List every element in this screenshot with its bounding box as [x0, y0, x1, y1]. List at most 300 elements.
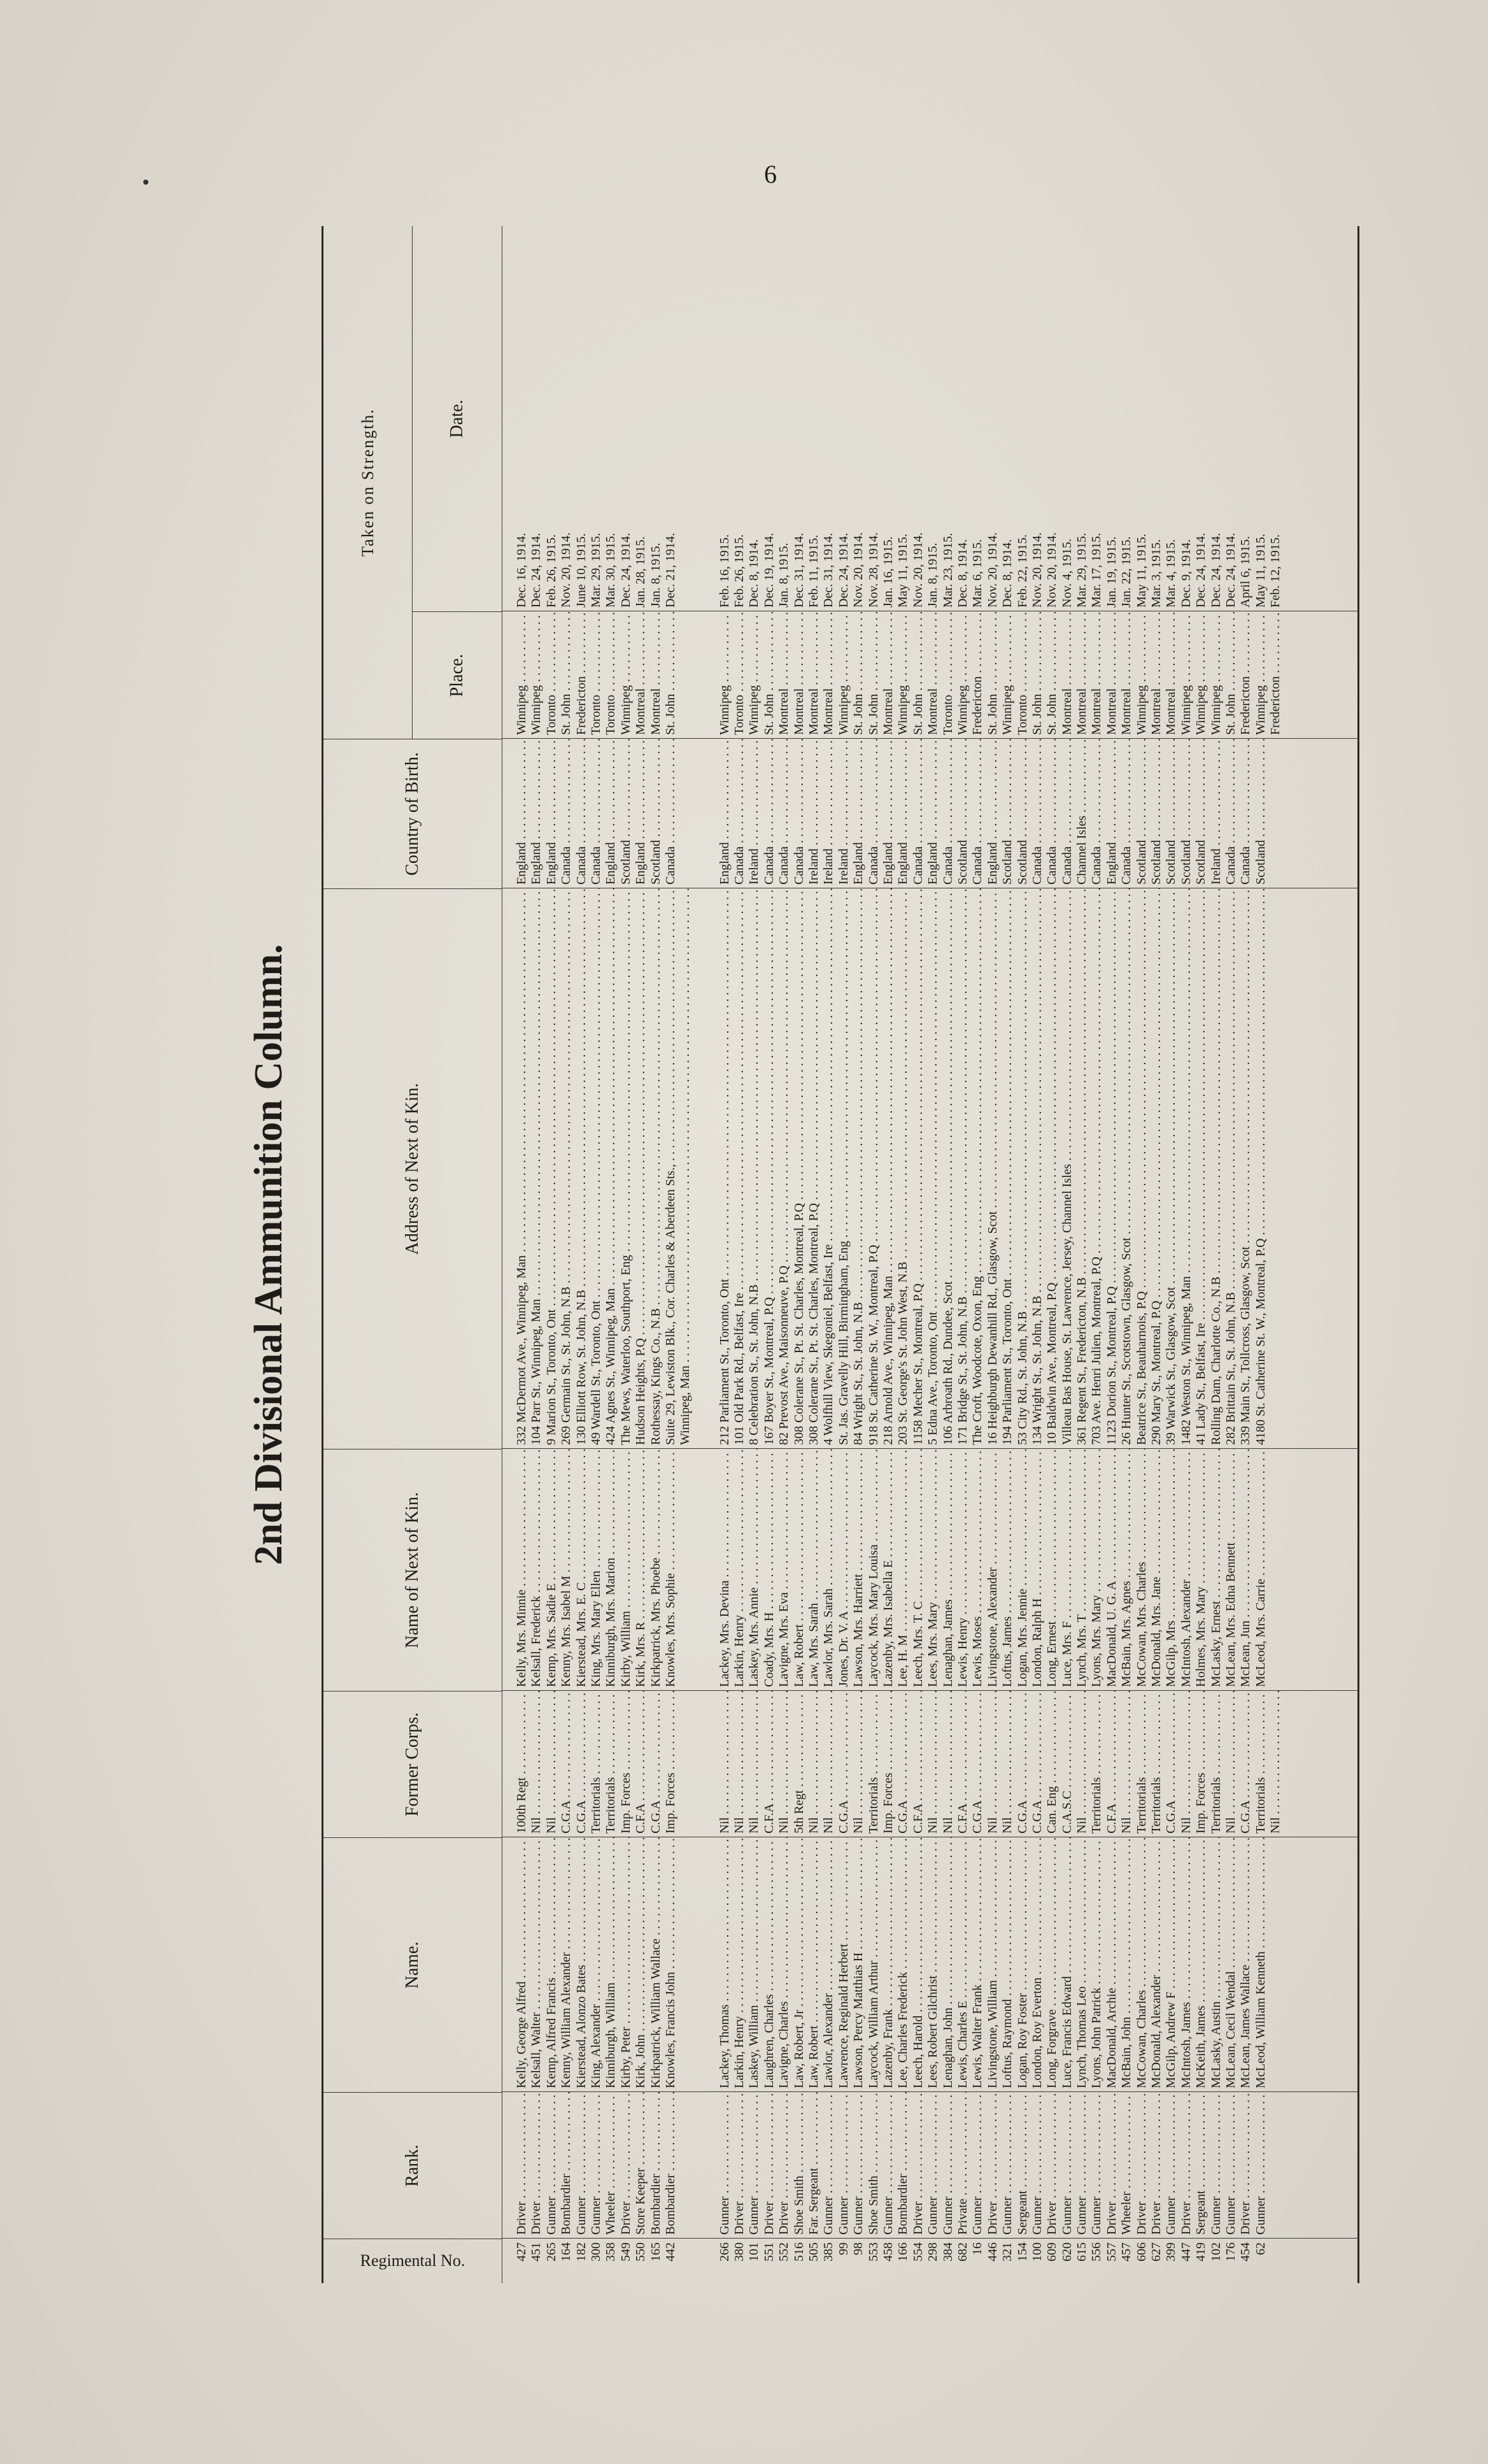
cell-rank: Driver . . . — [1149, 2092, 1164, 2239]
cell-address: Rothessay, Kings Co., N.B . . . — [649, 888, 663, 1449]
cell-no: 399 — [1164, 2242, 1179, 2261]
table-row — [896, 226, 911, 2283]
cell-rank: Gunner . . . — [718, 2092, 732, 2239]
cell-place: Winnipeg . . . — [1135, 611, 1149, 739]
cell-country: England . . . — [634, 739, 648, 888]
header-rank: Rank. — [323, 2092, 502, 2239]
cell-rank: Driver . . . — [529, 2092, 544, 2239]
table-row — [574, 226, 589, 2283]
cell-date: Nov. 20, 1914. — [559, 532, 574, 608]
cell-name: Lavigne, Charles . . . — [777, 1837, 791, 2092]
cell-name: MacDonald, Archie . . . — [1105, 1837, 1119, 2092]
cell-address: 4 Wolfhill View, Skegoniel, Belfast, Ire . . . — [821, 888, 836, 1449]
cell-country: Scotland . . . — [1135, 739, 1149, 888]
table-row — [1119, 226, 1134, 2283]
cell-name: McBain, John . . . — [1119, 1837, 1134, 2092]
cell-kin: McGilp, Mrs . . . — [1164, 1449, 1179, 1691]
cell-no: 552 — [777, 2242, 791, 2261]
cell-rank: Store Keeper . . . — [634, 2092, 648, 2239]
cell-kin: Kenny, Mrs. Isabel M . . . — [559, 1449, 574, 1691]
table-row — [1089, 226, 1104, 2283]
cell-date: Dec. 24, 1914. — [618, 532, 633, 608]
cell-place: Winnipeg . . . — [529, 611, 544, 739]
cell-place: Toronto . . . — [1016, 611, 1030, 739]
table-row — [867, 226, 881, 2283]
table-row — [663, 226, 678, 2283]
table-row — [1268, 226, 1283, 2283]
cell-address: 1482 Weston St., Winnipeg, Man . . . — [1179, 888, 1194, 1449]
cell-place: Fredericton . . . — [1238, 611, 1253, 739]
cell-rank: Gunner . . . — [1209, 2092, 1224, 2239]
cell-country: England . . . — [1105, 739, 1119, 888]
table-row — [604, 226, 618, 2283]
cell-place: Montreal . . . — [1060, 611, 1075, 739]
cell-place: Fredericton . . . — [970, 611, 985, 739]
cell-rank: Gunner . . . — [1164, 2092, 1179, 2239]
cell-date: Mar. 17, 1915. — [1089, 532, 1104, 608]
cell-country: Canada . . . — [1089, 739, 1104, 888]
cell-no: 556 — [1089, 2242, 1104, 2261]
cell-corps: Territorials . . . — [1209, 1691, 1224, 1837]
cell-no: 551 — [762, 2242, 776, 2261]
cell-date: Mar. 3, 1915. — [1149, 539, 1164, 608]
cell-kin: Jones, Dr. V. A . . . — [837, 1449, 851, 1691]
cell-country: Scotland . . . — [1254, 739, 1268, 888]
cell-address: 39 Warwick St., Glasgow, Scot . . . — [1164, 888, 1179, 1449]
cell-name: Lynch, Thomas Leo . . . — [1075, 1837, 1089, 2092]
table-row — [986, 226, 1000, 2283]
cell-place: Fredericton . . . — [574, 611, 589, 739]
page-number: 6 — [764, 160, 777, 189]
cell-name: Lazenby, Frank . . . — [881, 1837, 896, 2092]
table-row — [732, 226, 747, 2283]
cell-no — [678, 2239, 693, 2283]
cell-name: Leech, Harold . . . — [911, 1837, 926, 2092]
cell-place: Montreal . . . — [1164, 611, 1179, 739]
cell-kin: Kelsall, Frederick . . . — [529, 1449, 544, 1691]
cell-rank: Shoe Smith . . . — [867, 2092, 881, 2239]
table-row — [792, 226, 807, 2283]
cell-date: Jan. 8, 1915. — [926, 543, 940, 608]
cell-name: Lenaghan, John . . . — [941, 1837, 956, 2092]
cell-country: Canada . . . — [589, 739, 604, 888]
cell-name: London, Roy Everton . . . — [1030, 1837, 1045, 2092]
cell-country: Scotland . . . — [1000, 739, 1015, 888]
cell-date: Jan. 19, 1915. — [1104, 536, 1119, 608]
cell-country: Canada . . . — [1030, 739, 1045, 888]
cell-kin: Livingstone, Alexander . . . — [986, 1449, 1000, 1691]
cell-kin: Kirk, Mrs. R . . . — [634, 1449, 648, 1691]
cell-no: 451 — [529, 2242, 544, 2261]
cell-date: Dec. 24, 1914. — [1208, 532, 1223, 608]
cell-no: 98 — [851, 2242, 866, 2255]
table-row — [1194, 226, 1208, 2283]
header-regimental-no: Regimental No. — [323, 2239, 502, 2283]
table-row — [514, 226, 529, 2283]
cell-rank: Bombardier . . . — [663, 2092, 678, 2239]
cell-name: Lawrence, Reginald Herbert . . . — [837, 1837, 851, 2092]
table-row — [718, 226, 732, 2283]
cell-kin: Lawson, Mrs. Harriett . . . — [851, 1449, 866, 1691]
cell-no: 298 — [926, 2242, 940, 2261]
cell-date: Feb. 26, 1915. — [732, 534, 747, 608]
table-row — [619, 226, 634, 2283]
cell-name: Law, Robert . . . — [807, 1837, 821, 2092]
cell-place: Winnipeg . . . — [896, 611, 911, 739]
cell-country: Scotland . . . — [1194, 739, 1208, 888]
cell-corps: Nil . . . — [807, 1691, 821, 1837]
cell-address: Villeau Bas House, St. Lawrence, Jersey, Channel Isles . . . — [1060, 888, 1075, 1449]
cell-corps: Territorials . . . — [604, 1691, 618, 1837]
cell-no: 516 — [791, 2242, 806, 2261]
cell-rank: Gunner . . . — [589, 2092, 604, 2239]
table-row — [589, 226, 604, 2283]
cell-rank: Gunner . . . — [1000, 2092, 1015, 2239]
cell-name: Kelsall, Walter . . . — [529, 1837, 544, 2092]
cell-no: 300 — [588, 2242, 603, 2261]
cell-place: St. John . . . — [851, 611, 866, 739]
cell-rank: Private . . . — [956, 2092, 970, 2239]
cell-name: Logan, Roy Foster . . . — [1016, 1837, 1030, 2092]
cell-no: 554 — [911, 2242, 925, 2261]
cell-no: 550 — [634, 2242, 648, 2261]
cell-name: Lyons, John Patrick . . . — [1089, 1837, 1104, 2092]
cell-date: Mar. 6, 1915. — [970, 539, 985, 608]
cell-country: Ireland . . . — [807, 739, 821, 888]
cell-corps: C.F.A . . . — [634, 1691, 648, 1837]
cell-name: Laskey, William . . . — [747, 1837, 762, 2092]
cell-place: St. John . . . — [986, 611, 1000, 739]
cell-name: McLean, James Wallace . . . — [1238, 1837, 1253, 2092]
cell-country: England . . . — [881, 739, 896, 888]
cell-country: Canada . . . — [777, 739, 791, 888]
cell-place: Winnipeg . . . — [514, 611, 529, 739]
cell-no: 553 — [866, 2242, 881, 2261]
cell-place: Toronto . . . — [604, 611, 618, 739]
cell-address: 212 Parliament St., Toronto, Ont . . . — [718, 888, 732, 1449]
cell-date: Nov. 20, 1914. — [911, 532, 925, 608]
cell-date: Jan. 8, 1915. — [648, 543, 663, 608]
header-name: Name. — [323, 1837, 502, 2092]
table-row — [762, 226, 777, 2283]
cell-date: Dec. 24, 1914. — [836, 532, 851, 608]
cell-address: Rolling Dam, Charlotte Co., N.B . . . — [1209, 888, 1224, 1449]
cell-name: Kirkpatrick, William Wallace . . . — [649, 1837, 663, 2092]
cell-no: 176 — [1223, 2242, 1238, 2261]
cell-rank — [678, 2092, 693, 2239]
cell-corps: Territorials . . . — [867, 1691, 881, 1837]
cell-name: Lawson, Percy Matthias H . . . — [851, 1837, 866, 2092]
table-row — [1149, 226, 1164, 2283]
cell-corps: Nil . . . — [529, 1691, 544, 1837]
cell-address: 8 Celebration St., St. John, N.B . . . — [747, 888, 762, 1449]
table-row — [1135, 226, 1149, 2283]
cell-kin: Laycock, Mrs. Mary Louisa . . . — [867, 1449, 881, 1691]
cell-no: 100 — [1030, 2242, 1044, 2261]
cell-place: Montreal . . . — [821, 611, 836, 739]
cell-kin: McBain, Mrs. Agnes . . . — [1119, 1449, 1134, 1691]
cell-rank: Driver . . . — [762, 2092, 777, 2239]
cell-date: Dec. 8, 1914. — [747, 539, 762, 608]
cell-no: 99 — [836, 2242, 851, 2255]
cell-place: Winnipeg . . . — [1179, 611, 1194, 739]
table-row — [747, 226, 762, 2283]
cell-corps: Nil . . . — [718, 1691, 732, 1837]
cell-country: England . . . — [604, 739, 618, 888]
table-row — [634, 226, 648, 2283]
cell-no: 609 — [1045, 2242, 1059, 2261]
cell-no: 102 — [1208, 2242, 1223, 2261]
cell-name: Long, Forgrave . . . — [1045, 1837, 1059, 2092]
cell-corps: Nil . . . — [1119, 1691, 1134, 1837]
cell-country: Scotland . . . — [619, 739, 634, 888]
cell-no: 384 — [940, 2242, 955, 2261]
cell-country: Canada . . . — [574, 739, 589, 888]
cell-rank: Driver . . . — [1105, 2092, 1119, 2239]
cell-address: 49 Wardell St., Toronto, Ont . . . — [589, 888, 604, 1449]
cell-country: Channel Isles . . . — [1075, 739, 1089, 888]
table-row — [1238, 226, 1253, 2283]
cell-corps: C.G.A . . . — [1016, 1691, 1030, 1837]
cell-no: 427 — [514, 2242, 528, 2261]
cell-address: 5 Edna Ave., Toronto, Ont . . . — [926, 888, 940, 1449]
table-row — [1075, 226, 1089, 2283]
cell-date: Mar. 30, 1915. — [604, 532, 618, 608]
ink-dot — [143, 180, 148, 185]
cell-country: England . . . — [896, 739, 911, 888]
cell-address: The Mews, Waterloo, Southport, Eng . . . — [619, 888, 634, 1449]
cell-kin: Lewis, Moses . . . — [970, 1449, 985, 1691]
cell-place: St. John . . . — [911, 611, 926, 739]
cell-date: Jan. 28, 1915. — [634, 536, 648, 608]
cell-place: Winnipeg . . . — [1209, 611, 1224, 739]
cell-kin: McLean, Mrs. Edna Bennett . . . — [1224, 1449, 1238, 1691]
cell-name — [678, 1837, 693, 2092]
cell-no: 101 — [747, 2242, 762, 2261]
table-row — [807, 226, 821, 2283]
cell-rank: Driver . . . — [1179, 2092, 1194, 2239]
cell-no: 166 — [896, 2242, 911, 2261]
cell-name: Lackey, Thomas . . . — [718, 1837, 732, 2092]
cell-kin: Lawlor, Mrs. Sarah . . . — [821, 1449, 836, 1691]
cell-country: Canada . . . — [911, 739, 926, 888]
cell-address: 101 Old Park Rd., Belfast, Ire . . . — [732, 888, 747, 1449]
cell-address: 339 Main St., Tollcross, Glasgow, Scot . . . — [1238, 888, 1253, 1449]
cell-kin: Lenaghan, James . . . — [941, 1449, 956, 1691]
cell-kin: Lewis, Henry . . . — [956, 1449, 970, 1691]
cell-country: England . . . — [544, 739, 559, 888]
cell-name: Loftus, Raymond . . . — [1000, 1837, 1015, 2092]
cell-no: 606 — [1134, 2242, 1149, 2261]
cell-place: Montreal . . . — [1149, 611, 1164, 739]
cell-address: Hudson Heights, P.Q . . . — [634, 888, 648, 1449]
header-place: Place. — [413, 611, 502, 739]
cell-country: Canada . . . — [792, 739, 807, 888]
cell-corps: Territorials . . . — [1089, 1691, 1104, 1837]
cell-place: St. John . . . — [663, 611, 678, 739]
cell-address: 130 Elliott Row, St. John, N.B . . . — [574, 888, 589, 1449]
cell-date: May 11, 1915. — [896, 534, 911, 608]
cell-rank: Driver . . . — [986, 2092, 1000, 2239]
cell-date: Dec. 24, 1914. — [1194, 532, 1208, 608]
cell-date: May 11, 1915. — [1253, 534, 1268, 608]
cell-place: St. John . . . — [1224, 611, 1238, 739]
cell-country: Scotland . . . — [649, 739, 663, 888]
cell-rank: Gunner . . . — [926, 2092, 940, 2239]
cell-name: Knowles, Francis John . . . — [663, 1837, 678, 2092]
cell-place: Winnipeg . . . — [956, 611, 970, 739]
cell-date: Dec. 24, 1914. — [529, 532, 544, 608]
cell-corps: Territorials . . . — [1135, 1691, 1149, 1837]
cell-corps: C.G.A . . . — [574, 1691, 589, 1837]
cell-country: Canada . . . — [941, 739, 956, 888]
cell-address: 194 Parliament St., Toronto, Ont . . . — [1000, 888, 1015, 1449]
cell-kin: London, Ralph H . . . — [1030, 1449, 1045, 1691]
cell-country: Canada . . . — [867, 739, 881, 888]
cell-corps: C.F.A . . . — [911, 1691, 926, 1837]
cell-corps: Nil . . . — [1224, 1691, 1238, 1837]
cell-corps: C.F.A . . . — [1105, 1691, 1119, 1837]
cell-rank: Gunner . . . — [1254, 2092, 1268, 2239]
cell-kin — [678, 1449, 693, 1691]
cell-rank: Gunner . . . — [1089, 2092, 1104, 2239]
cell-no — [1268, 2239, 1283, 2283]
cell-no: 549 — [618, 2242, 633, 2261]
cell-date: Feb. 11, 1915. — [807, 534, 821, 608]
cell-kin: Loftus, James . . . — [1000, 1449, 1015, 1691]
cell-address: 10 Baldwin Ave., Montreal, P.Q . . . — [1045, 888, 1059, 1449]
cell-address: 82 Prevost Ave., Maisonneuve, P.Q . . . — [777, 888, 791, 1449]
cell-place: Montreal . . . — [649, 611, 663, 739]
cell-no: 265 — [544, 2242, 558, 2261]
cell-kin: Law, Robert . . . — [792, 1449, 807, 1691]
cell-name: Kirk, John . . . — [634, 1837, 648, 2092]
cell-corps: C.G.A . . . — [896, 1691, 911, 1837]
cell-kin: King, Mrs. Mary Ellen . . . — [589, 1449, 604, 1691]
cell-date: April 6, 1915. — [1238, 536, 1253, 608]
cell-rank: Wheeler . . . — [604, 2092, 618, 2239]
cell-country — [678, 739, 693, 888]
cell-no: 182 — [574, 2242, 588, 2261]
cell-corps: Imp. Forces . . . — [1194, 1691, 1208, 1837]
cell-country: Canada . . . — [732, 739, 747, 888]
cell-rank: Gunner . . . — [1060, 2092, 1075, 2239]
header-date: Date. — [447, 399, 467, 438]
cell-date: Jan. 22, 1915. — [1119, 536, 1134, 608]
cell-address: 269 Germain St., St. John, N.B . . . — [559, 888, 574, 1449]
cell-corps: Territorials . . . — [1149, 1691, 1164, 1837]
table-row — [1045, 226, 1059, 2283]
cell-corps: 5th Regt . . . — [792, 1691, 807, 1837]
cell-corps: C.G.A . . . — [1030, 1691, 1045, 1837]
cell-name: McCowan, Charles . . . — [1135, 1837, 1149, 2092]
cell-corps: Imp. Forces . . . — [881, 1691, 896, 1837]
cell-corps: C.G.A . . . — [559, 1691, 574, 1837]
cell-place: Montreal . . . — [807, 611, 821, 739]
cell-name: Lees, Robert Gilchrist . . . — [926, 1837, 940, 2092]
cell-corps: Territorials . . . — [589, 1691, 604, 1837]
cell-country: Scotland . . . — [1164, 739, 1179, 888]
cell-no: 154 — [1015, 2242, 1030, 2261]
table-row — [1164, 226, 1179, 2283]
cell-place: Montreal . . . — [792, 611, 807, 739]
cell-date: Dec. 9, 1914. — [1179, 539, 1193, 608]
table-row — [926, 226, 940, 2283]
cell-country: Canada . . . — [970, 739, 985, 888]
table-row — [911, 226, 926, 2283]
cell-no: 615 — [1075, 2242, 1089, 2261]
table-row — [837, 226, 851, 2283]
cell-kin: Lyons, Mrs. Mary . . . — [1089, 1449, 1104, 1691]
cell-place: Fredericton . . . — [1268, 611, 1283, 739]
cell-no: 266 — [717, 2242, 732, 2261]
table-row — [1224, 226, 1238, 2283]
table-row — [1179, 226, 1194, 2283]
table-row — [1105, 226, 1119, 2283]
cell-address: 1158 Mecher St., Montreal, P.Q . . . — [911, 888, 926, 1449]
cell-place: St. John . . . — [1045, 611, 1059, 739]
cell-kin: Kemp, Mrs. Sadie E . . . — [544, 1449, 559, 1691]
cell-no: 505 — [807, 2242, 821, 2261]
cell-kin — [1268, 1449, 1283, 1691]
cell-country: Scotland . . . — [956, 739, 970, 888]
cell-address: 167 Boyer St., Montreal, P.Q . . . — [762, 888, 777, 1449]
cell-rank: Bombardier . . . — [649, 2092, 663, 2239]
cell-address: 106 Arbroath Rd., Dundee, Scot . . . — [941, 888, 956, 1449]
cell-address: 424 Agnes St., Winnipeg, Man . . . — [604, 888, 618, 1449]
cell-country: Canada . . . — [1119, 739, 1134, 888]
cell-rank: Gunner . . . — [747, 2092, 762, 2239]
table-row — [1060, 226, 1075, 2283]
cell-place: Montreal . . . — [1119, 611, 1134, 739]
cell-address: 104 Parr St., Winnipeg, Man . . . — [529, 888, 544, 1449]
cell-kin: Lees, Mrs. Mary . . . — [926, 1449, 940, 1691]
cell-name: McLean, Cecil Wendal . . . — [1224, 1837, 1238, 2092]
cell-date: Mar. 29, 1915. — [1075, 532, 1089, 608]
cell-address: 308 Colerane St., Pt. St. Charles, Montreal, P.Q . . . — [792, 888, 807, 1449]
cell-address: 290 Mary St., Montreal, P.Q . . . — [1149, 888, 1164, 1449]
cell-address: St. Jas. Gravelly Hill, Birmingham, Eng . . . — [837, 888, 851, 1449]
cell-no: 458 — [881, 2242, 895, 2261]
table-row — [970, 226, 985, 2283]
cell-date: Mar. 23, 1915. — [940, 532, 955, 608]
table-row — [1209, 226, 1224, 2283]
cell-rank: Sergeant . . . — [1016, 2092, 1030, 2239]
cell-rank: Driver . . . — [911, 2092, 926, 2239]
cell-date: Feb. 12, 1915. — [1268, 534, 1283, 608]
table-row — [559, 226, 574, 2283]
cell-kin: Kirkpatrick, Mrs. Phoebe . . . — [649, 1449, 663, 1691]
cell-no: 454 — [1238, 2242, 1253, 2261]
cell-address: 53 City Rd., St. John, N.B . . . — [1016, 888, 1030, 1449]
table-row — [1016, 226, 1030, 2283]
cell-rank: Driver . . . — [1238, 2092, 1253, 2239]
cell-kin: Lazenby, Mrs. Isabella E . . . — [881, 1449, 896, 1691]
cell-name: Kinniburgh, William . . . — [604, 1837, 618, 2092]
cell-date: Feb. 16, 1915. — [717, 534, 732, 608]
cell-corps: Nil . . . — [544, 1691, 559, 1837]
cell-place: Winnipeg . . . — [718, 611, 732, 739]
cell-no: 164 — [559, 2242, 574, 2261]
header-former-corps: Former Corps. — [323, 1691, 502, 1837]
cell-address: 9 Marion St., Toronto, Ont . . . — [544, 888, 559, 1449]
table-row — [821, 226, 836, 2283]
cell-kin: McLasky, Ernest . . . — [1209, 1449, 1224, 1691]
cell-country: Canada . . . — [1060, 739, 1075, 888]
cell-address: 41 Lady St., Belfast, Ire . . . — [1194, 888, 1208, 1449]
cell-corps: C.G.A . . . — [1164, 1691, 1179, 1837]
cell-date: May 11, 1915. — [1134, 534, 1149, 608]
